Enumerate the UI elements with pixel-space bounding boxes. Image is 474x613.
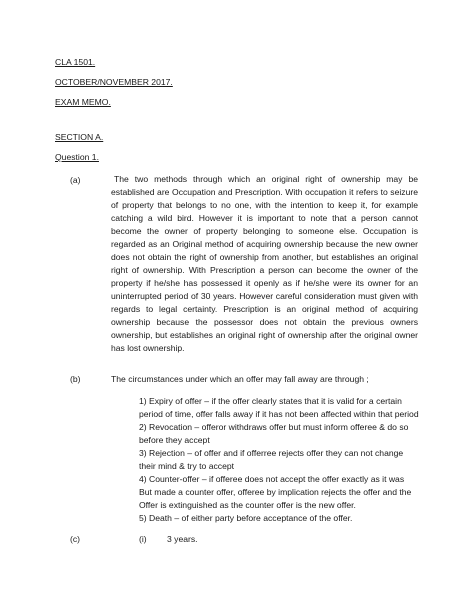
- list-item: 2) Revocation – offeror withdraws offer but must inform offeree & do so: [139, 422, 409, 432]
- exam-period: OCTOBER/NOVEMBER 2017.: [55, 77, 173, 87]
- question-title: Question 1.: [55, 152, 99, 162]
- part-a-label: (a): [70, 175, 81, 185]
- list-item: 3) Rejection – of offer and if offerree rejects offer they can not change: [139, 448, 404, 458]
- course-code: CLA 1501.: [55, 57, 96, 67]
- part-b-label: (b): [70, 374, 81, 384]
- memo-title: EXAM MEMO.: [55, 97, 111, 107]
- part-c-sub-label: (i): [139, 534, 147, 544]
- part-c-label: (c): [70, 534, 81, 544]
- list-item: But made a counter offer, offeree by implication rejects the offer and the: [139, 487, 412, 497]
- part-b-list: [139, 395, 419, 525]
- list-item: period of time, offer falls away if it has not been affected within that period: [139, 409, 419, 419]
- list-item: Offer is extinguished as the counter offer is the new offer.: [139, 500, 356, 510]
- list-item: 1) Expiry of offer – if the offer clearly states that it is valid for a certain: [139, 396, 402, 406]
- part-a-answer: The two methods through which an original right of ownership may be established are Occupation and Prescription. With occupation it refers to seizure of property that belongs to no one, with the intention to keep it, for example catching a wild bird. However it is important to note that a person cannot become the owner of property belonging to someone else. Occupation is regarded as an Original method of acquiring ownership because the new owner does not obtain the right of ownership from another, but establishes an original right of ownership. With Prescription a person can become the owner of the property if he/she has possessed it openly as if he/she were its owner for an uninterrupted period of 30 years. However careful consideration must given with regards to legal certainty. Prescription is an original method of acquiring ownership because the possessor does not obtain the previous owners ownership, but establishes an original right of ownership after the original owner has lost ownership.: [111, 174, 418, 353]
- part-c-answer: 3 years.: [167, 534, 198, 544]
- list-item: 4) Counter-offer – if offeree does not accept the offer exactly as it was: [139, 474, 405, 484]
- list-item: before they accept: [139, 435, 210, 445]
- section-title: SECTION A.: [55, 132, 104, 142]
- part-b-intro: The circumstances under which an offer may fall away are through ;: [111, 374, 369, 384]
- list-item: their mind & try to accept: [139, 461, 235, 471]
- list-item: 5) Death – of either party before acceptance of the offer.: [139, 513, 353, 523]
